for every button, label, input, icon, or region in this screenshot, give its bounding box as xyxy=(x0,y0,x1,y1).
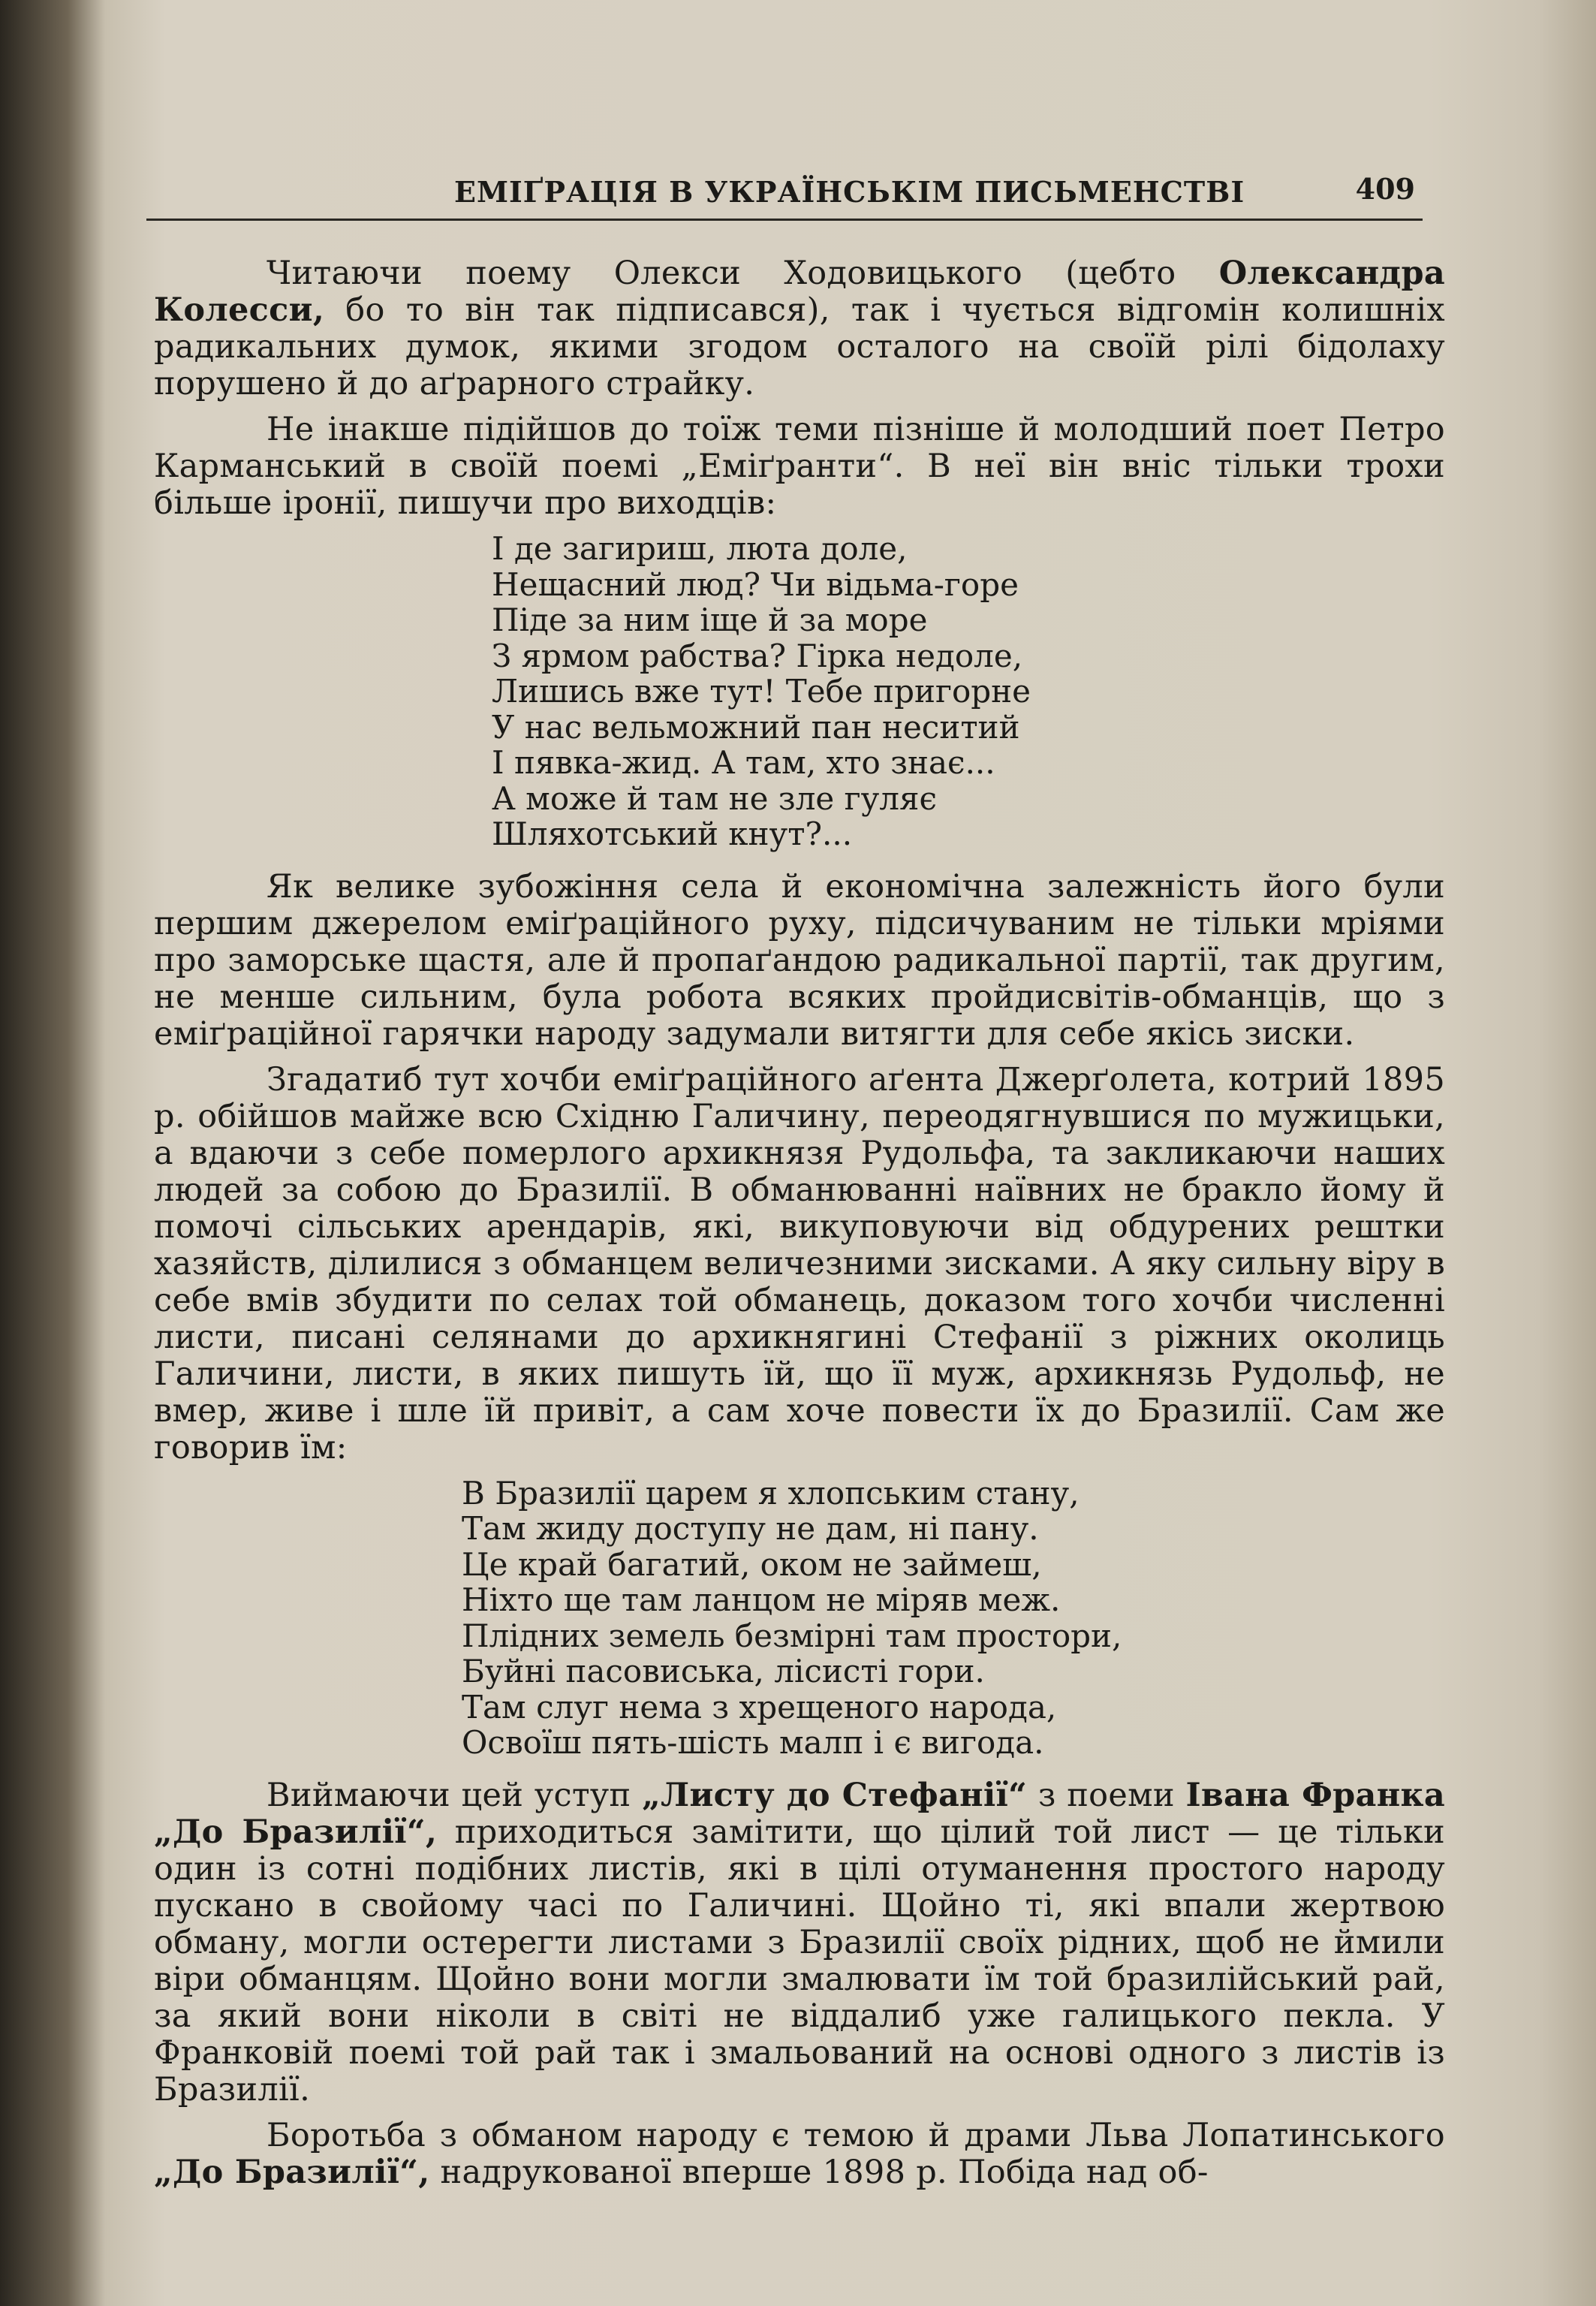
work-title-bold: „До Бразилії“, xyxy=(154,2153,430,2191)
poem-line: Там слуг нема з хрещеного народа, xyxy=(462,1688,1057,1726)
page-header xyxy=(146,169,1423,221)
author-work-bold: Івана Франка „До Бразилії“, xyxy=(154,1776,1445,1851)
paragraph-text: Не інакше підійшов до тоїж теми пізніше й молодший поет Петро Карманський в своїй поемі „Еміґранти“. В неї він вніс тільки трохи більше іронії, пишучи про виходців: xyxy=(154,411,1445,522)
paragraph-6 xyxy=(154,2118,1445,2191)
paragraph-text: приходиться замітити, що цілий той лист — це тільки один із сотні подібних листів, які в цілі отуманення простого народу пускано в свойому часі по Галичині. Щойно ті, які впали жертвою обману, могли остерегти листами з Бразилії своїх рідних, щоб не ймили віри обманцям. Щойно вони могли змалювати їм той бразилійський рай, за який вони ніколи в світі не віддалиб уже галицького пекла. У Франковій поемі той рай так і змальований на основі одного з листів із Бразилії. xyxy=(154,1813,1445,2109)
poem-line: Освоїш пять-шість малп і є вигода. xyxy=(462,1724,1044,1761)
poem-line: А може й там не зле гуляє xyxy=(492,779,938,817)
poem-excerpt-karmanskyi xyxy=(154,531,1445,852)
poem-line: І де загириш, люта доле, xyxy=(492,530,908,567)
paragraph-1 xyxy=(154,255,1445,402)
paragraph-text: надрукованої вперше 1898 р. Побіда над об- xyxy=(429,2153,1209,2191)
poem-line: Лишись вже тут! Тебе пригорне xyxy=(492,673,1031,710)
poem-line: Шляхотський кнут?... xyxy=(492,815,853,852)
running-title: ЕМІҐРАЦІЯ В УКРАЇНСЬКІМ ПИСЬМЕНСТВІ xyxy=(454,175,1245,209)
poem-line: Піде за ним іще й за море xyxy=(492,601,928,638)
page-number: 409 xyxy=(1355,172,1415,206)
poem-line: В Бразилії царем я хлопським стану, xyxy=(462,1474,1080,1512)
paragraph-text: Як велике зубожіння села й економічна залежність його були першим джерелом еміґраційного руху, підсичуваним не тільки мріями про заморське щастя, але й пропаґандою радикальної партії, так другим, не менше сильним, була робота всяких пройдисвітів-обманців, що з еміґраційної гарячки народу задумали витягти для себе якісь зиски. xyxy=(154,867,1445,1053)
paragraph-text: бо то він так підписався), так і чується відгомін колишніх радикальних думок, якими згодом осталого на своїй рілі бідолаху порушено й до аґрарного страйку. xyxy=(154,291,1445,402)
author-name-bold: Олександра Колесси, xyxy=(154,255,1445,329)
poem-line: Нещасний люд? Чи відьма-горе xyxy=(492,565,1019,603)
poem-line: У нас вельможний пан неситий xyxy=(492,708,1020,746)
paragraph-text: Читаючи поему Олекси Ходовицького (цебто xyxy=(267,255,1219,292)
poem-excerpt-franko xyxy=(154,1476,1445,1761)
paragraph-text: Згадатиб тут хочби еміґраційного аґента Джерґолета, котрий 1895 р. обійшов майже всю Східню Галичину, переодягнувшися по мужицьки, а вдаючи з себе померлого архикнязя Рудольфа, та закликаючи наших людей за собою до Бразилії. В обманюванні наївних не бракло йому й помочі сільських арендарів, які, викуповуючи від обдурених рештки хазяйств, ділилися з обманцем величезними зисками. А яку сильну віру в себе вмів збудити по селах той обманець, доказом того хочби численні листи, писані селянами до архикнягині Стефанії з ріжних околиць Галичини, листи, в яких пишуть їй, що її муж, архикнязь Рудольф, не вмер, живе і шле їй привіт, а сам хоче повести їх до Бразилії. Сам же говорив їм: xyxy=(154,1060,1445,1466)
paragraph-5 xyxy=(154,1777,1445,2109)
paragraph-2 xyxy=(154,411,1445,522)
poem-line: З ярмом рабства? Гірка недоле, xyxy=(492,637,1023,674)
poem-line: Ніхто ще там ланцом не міряв меж. xyxy=(462,1581,1061,1618)
work-title-bold: „Листу до Стефанії“ xyxy=(642,1776,1028,1814)
poem-line: І пявка-жид. А там, хто знає... xyxy=(492,744,995,781)
paragraph-text: Боротьба з обманом народу є темою й драми Льва Лопатинського xyxy=(267,2116,1445,2154)
paragraph-text: Виймаючи цей уступ xyxy=(267,1776,643,1814)
page-body xyxy=(154,255,1445,2200)
poem-line: Плідних земель безмірні там простори, xyxy=(462,1617,1122,1654)
poem-line: Там жиду доступу не дам, ні пану. xyxy=(462,1510,1039,1547)
paragraph-text: з поеми xyxy=(1027,1776,1186,1814)
paragraph-3 xyxy=(154,869,1445,1053)
poem-line: Буйні пасовиська, лісисті гори. xyxy=(462,1653,985,1690)
paragraph-4 xyxy=(154,1062,1445,1466)
poem-line: Це край багатий, оком не займеш, xyxy=(462,1545,1042,1583)
